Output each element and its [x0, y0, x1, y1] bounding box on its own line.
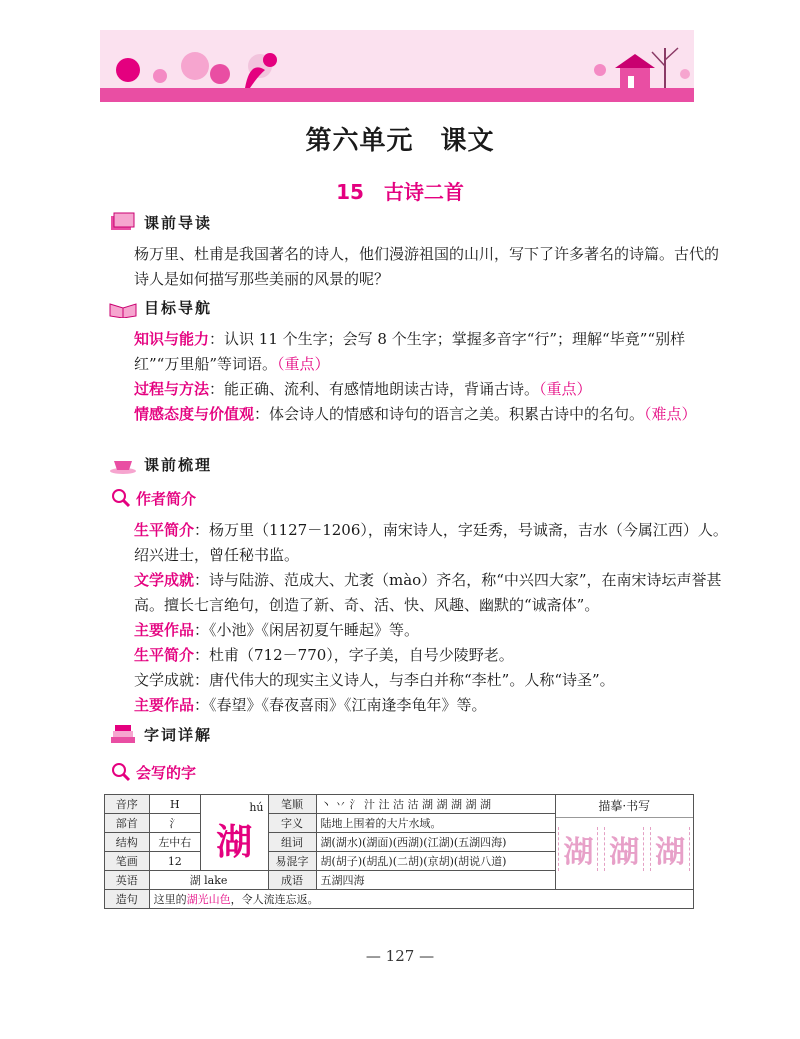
books-stack-icon [108, 723, 138, 745]
subsection-write-label: 会写的字 [136, 763, 197, 782]
goal-knowledge-tag: （重点） [277, 355, 330, 373]
page-number: — 127 — [365, 947, 435, 965]
label-english: 英语 [105, 871, 150, 890]
label-sentence: 造句 [105, 890, 150, 909]
author1-life-key: 生平简介 [134, 521, 195, 539]
subsection-write-heading [110, 761, 196, 783]
author2-works-text: ：《春望》《春夜喜雨》《江南逢李龟年》等。 [194, 696, 487, 714]
char-english: 湖 lake [149, 871, 268, 890]
author2-life-key: 生平简介 [134, 646, 195, 664]
subsection-author-label: 作者简介 [136, 489, 197, 508]
char-pinyin: hú [249, 800, 264, 814]
label-stroke-order: 笔顺 [268, 795, 316, 814]
label-confusable: 易混字 [268, 852, 316, 871]
author1-achievement-key: 文学成就 [134, 571, 195, 589]
goal-emotion-text: ：体会诗人的情感和诗句的语言之美。积累古诗中的名句。 [254, 405, 645, 423]
goal-process-text: ：能正确、流利、有感情地朗读古诗，背诵古诗。 [209, 380, 540, 398]
label-radical: 部首 [105, 814, 150, 833]
goal-knowledge [104, 327, 728, 377]
goal-knowledge-text: ：认识 11 个生字；会写 8 个生字；掌握多音字“行”；理解“毕竟”“别样红”“万里船”等词语。 [134, 330, 686, 373]
char-radical: 氵 [149, 814, 200, 833]
author1-life [104, 518, 728, 568]
char-order: H [149, 795, 200, 814]
author2-life [104, 643, 728, 668]
goal-process-key: 过程与方法 [134, 380, 210, 398]
trace-chars [556, 818, 693, 880]
section-words-label: 字词详解 [144, 725, 213, 744]
open-book-icon [108, 296, 138, 318]
char-structure: 左中右 [149, 833, 200, 852]
unit-title: 第六单元 课文 [305, 126, 495, 156]
label-strokes: 笔画 [105, 852, 150, 871]
char-compounds: 湖(湖水)(湖面)(西湖)(江湖)(五湖四海) [316, 833, 555, 852]
char-meaning: 陆地上围着的大片水域。 [316, 814, 555, 833]
author1-achievement [104, 568, 728, 618]
trace-char: 湖 [650, 827, 690, 871]
sentence-highlight: 湖光山色 [186, 893, 231, 906]
author2-life-text: ：杜甫（712－770），字子美，自号少陵野老。 [194, 646, 514, 664]
section-goals-heading [108, 295, 212, 319]
author1-life-text: ：杨万里（1127－1206），南宋诗人，字廷秀，号诚斋，吉水（今属江西）人。绍兴进士，曾任秘书监。 [134, 521, 728, 564]
big-char-cell [201, 795, 268, 871]
goal-emotion [104, 402, 728, 427]
char-strokes: 12 [149, 852, 200, 871]
label-compounds: 组词 [268, 833, 316, 852]
header-banner [100, 30, 694, 102]
char-sentence [149, 890, 693, 909]
trace-char: 湖 [558, 827, 598, 871]
trace-char: 湖 [604, 827, 644, 871]
author1-works-key: 主要作品 [134, 621, 195, 639]
goal-process [104, 377, 728, 402]
preview-text: 杨万里、杜甫是我国著名的诗人，他们漫游祖国的山川，写下了许多著名的诗篇。古代的诗人是如何描写那些美丽的风景的呢？ [134, 245, 720, 288]
sentence-part: ，令人流连忘返。 [230, 893, 319, 906]
goal-emotion-tag: （难点） [644, 405, 697, 423]
label-structure: 结构 [105, 833, 150, 852]
section-preview-label: 课前导读 [144, 213, 213, 232]
author1-achievement-text: ：诗与陆游、范成大、尤袤（mào）齐名，称“中兴四大家”，在南宋诗坛声誉甚高。擅长七言绝句，创造了新、奇、活、快、风趣、幽默的“诚斋体”。 [134, 571, 722, 614]
book-icon [108, 211, 138, 233]
section-preview-heading [108, 210, 212, 234]
lesson-title: 15 古诗二首 [336, 180, 464, 204]
section-outline-heading [108, 452, 212, 476]
magnifier-icon [110, 487, 132, 509]
char-card-table [104, 794, 694, 909]
label-meaning: 字义 [268, 814, 316, 833]
author2-works [104, 693, 728, 718]
label-order: 音序 [105, 795, 150, 814]
char-display: 湖 [216, 820, 253, 863]
char-idiom: 五湖四海 [316, 871, 555, 890]
magnifier-icon [110, 761, 132, 783]
section-goals-label: 目标导航 [144, 298, 213, 317]
char-confusable: 胡(胡子)(胡乱)(二胡)(京胡)(胡说八道) [316, 852, 555, 871]
sentence-part: 这里的 [153, 893, 187, 906]
section-outline-label: 课前梳理 [144, 455, 213, 474]
author2-works-key: 主要作品 [134, 696, 195, 714]
author1-works [104, 618, 728, 643]
author2-achievement: 文学成就：唐代伟大的现实主义诗人，与李白并称“李杜”。人称“诗圣”。 [134, 671, 615, 689]
goal-knowledge-key: 知识与能力 [134, 330, 210, 348]
goal-emotion-key: 情感态度与价值观 [134, 405, 255, 423]
section-words-heading [108, 722, 212, 746]
trace-cell [555, 795, 693, 890]
trace-label: 描摹·书写 [556, 795, 693, 818]
goal-process-tag: （重点） [539, 380, 592, 398]
subsection-author-heading [110, 487, 196, 509]
teacup-icon [108, 453, 138, 475]
label-idiom: 成语 [268, 871, 316, 890]
author1-works-text: ：《小池》《闲居初夏午睡起》等。 [194, 621, 420, 639]
char-stroke-order: 丶 丷 氵 汁 汢 沽 沽 湖 湖 湖 湖 湖 [316, 795, 555, 814]
